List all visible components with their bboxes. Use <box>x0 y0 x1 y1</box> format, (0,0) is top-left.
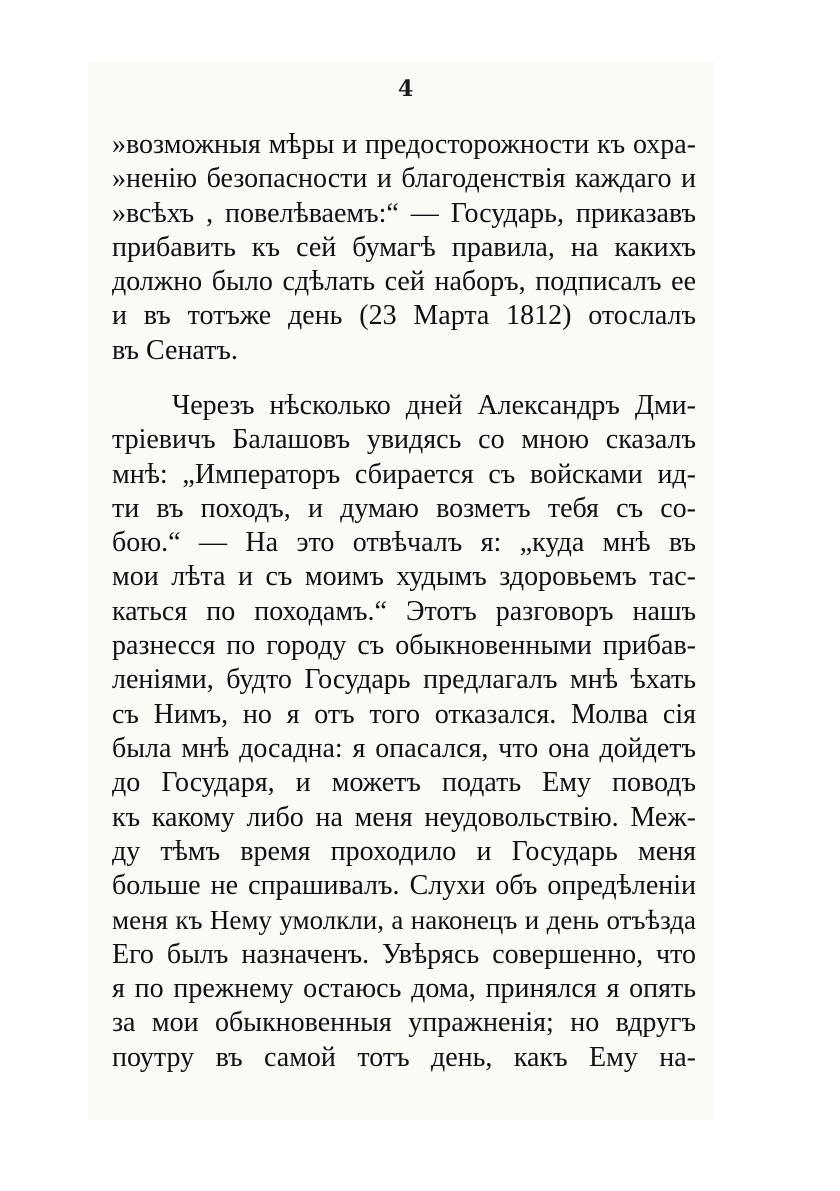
text-line: и въ тотъже день (23 Марта 1812) отослалъ <box>112 300 696 332</box>
text-line: должно было сдѣлать сей наборъ, подписалъ ее <box>112 266 696 298</box>
text-line: тріевичъ Балашовъ увидясь со мною сказалъ <box>112 424 696 456</box>
text-line: меня къ Нему умолкли, а наконецъ и день отъѣзда <box>112 905 696 936</box>
text-line: до Государя, и можетъ подать Ему поводъ <box>112 767 696 799</box>
text-line: каться по походамъ.“ Этотъ разговоръ нашъ <box>112 595 696 627</box>
text-line: съ Нимъ, но я отъ того отказался. Молва сія <box>112 698 696 730</box>
text-line: больше не спрашивалъ. Слухи объ опредѣленіи <box>112 870 696 902</box>
text-line: прибавить къ сей бумагѣ правила, на какихъ <box>112 231 696 263</box>
text-line: мнѣ: „Императоръ сбирается съ войсками ид- <box>112 458 696 490</box>
text-line: за мои обыкновенныя упражненія; но вдругъ <box>112 1007 696 1039</box>
text-line: »ненію безопасности и благоденствія каждаго и <box>112 163 696 195</box>
paragraph-2 <box>112 389 696 1075</box>
text-line: была мнѣ досадна: я опасался, что она дойдетъ <box>112 732 696 764</box>
text-line: ду тѣмъ время проходило и Государь меня <box>112 835 696 867</box>
text-line: »возможныя мѣры и предосторожности къ охра- <box>112 129 696 160</box>
text-line: Черезъ нѣсколько дней Александръ Дми- <box>172 390 696 421</box>
text-line: леніями, будто Государь предлагалъ мнѣ ѣхать <box>112 664 696 696</box>
text-line: ти въ походъ, и думаю возметъ тебя съ со- <box>112 492 696 524</box>
text-line: мои лѣта и съ моимъ худымъ здоровьемъ тас- <box>112 561 696 593</box>
text-line: въ Сенатъ. <box>112 334 238 366</box>
page-number: 4 <box>398 76 414 102</box>
text-line: бою.“ — На это отвѣчалъ я: „куда мнѣ въ <box>112 527 696 559</box>
text-line: я по прежнему остаюсь дома, принялся я опять <box>112 973 696 1005</box>
text-line: поутру въ самой тотъ день, какъ Ему на- <box>112 1041 696 1073</box>
paragraph-1 <box>112 128 696 368</box>
text-line: къ какому либо на меня неудовольствію. Меж- <box>112 801 696 833</box>
text-line: Его былъ назначенъ. Увѣрясь совершенно, что <box>112 938 696 970</box>
text-line: разнесся по городу съ обыкновенными прибав- <box>112 630 696 662</box>
text-line: »всѣхъ , повелѣваемъ:“ — Государь, приказавъ <box>112 197 696 229</box>
